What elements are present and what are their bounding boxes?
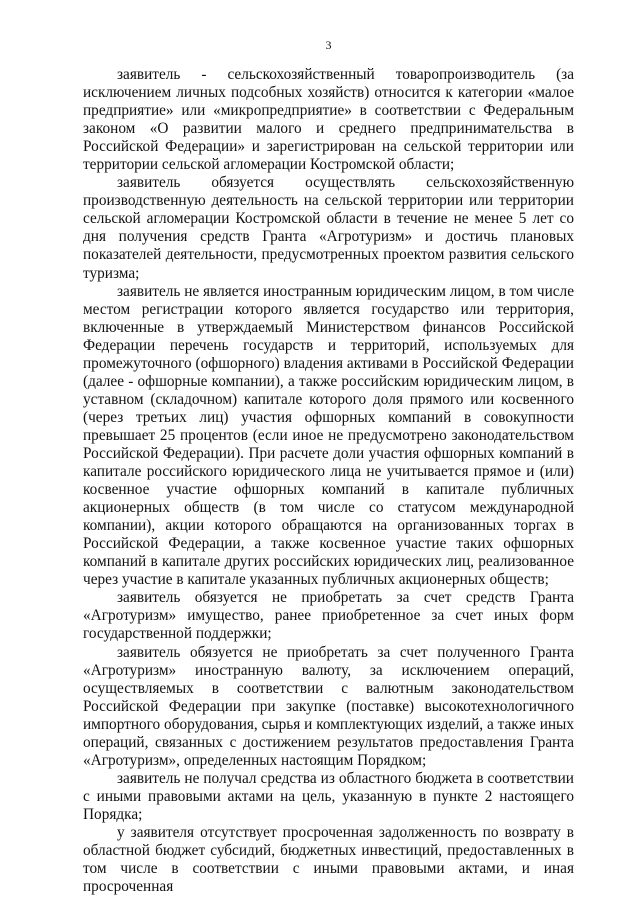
paragraph-category-requirement: заявитель - сельскохозяйственный товаропроизводитель (за исключением личных подсобных хозяйств) относится к категории «малое предприятие» или «микропредприятие» в соответствии с Федеральным законом «О развитии малого и среднего предпринимательства в Российской Федерации» и зарегистрирован на сельской территории или территории сельской агломерации Костромской области; [83,66,574,174]
paragraph-property-restriction: заявитель обязуется не приобретать за счет средств Гранта «Агротуризм» имущество, ранее приобретенное за счет иных форм государственной поддержки; [83,589,574,643]
paragraph-offshore-restriction: заявитель не является иностранным юридическим лицом, в том числе местом регистрации которого является государство или территория, включенные в утверждаемый Министерством финансов Российской Федерации перечень государств и территорий, используемых для промежуточного (офшорного) владения активами в Российской Федерации (далее - офшорные компании), а также российским юридическим лицом, в уставном (складочном) капитале которого доля прямого или косвенного (через третьих лиц) участия офшорных компаний в совокупности превышает 25 процентов (если иное не предусмотрено законодательством Российской Федерации). При расчете доли участия офшорных компаний в капитале российского юридического лица не учитывается прямое и (или) косвенное участие офшорных компаний в капитале публичных акционерных обществ (в том числе со статусом международной компании), акции которого обращаются на организованных торгах в Российской Федерации, а также косвенное участие таких офшорных компаний в капитале других российских юридических лиц, реализованное через участие в капитале указанных публичных акционерных обществ; [83,282,574,589]
paragraph-no-overdue-debt: у заявителя отсутствует просроченная задолженность по возврату в областной бюджет субсидий, бюджетных инвестиций, предоставленных в том числе в соответствии с иными правовыми актами, и иная просроченная [83,823,574,896]
paragraph-currency-restriction: заявитель обязуется не приобретать за счет полученного Гранта «Агротуризм» иностранную валюту, за исключением операций, осуществляемых в соответствии с валютным законодательством Российской Федерации при закупке (поставке) высокотехнологичного импортного оборудования, сырья и комплектующих изделий, а также иных операций, связанных с достижением результатов предоставления Гранта «Агротуризм», определенных настоящим Порядком; [83,643,574,769]
paragraph-activity-obligation: заявитель обязуется осуществлять сельскохозяйственную производственную деятельность на сельской территории или территории сельской агломерации Костромской области в течение не менее 5 лет со дня получения средств Гранта «Агротуризм» и достичь плановых показателей деятельности, предусмотренных проектом развития сельского туризма; [83,174,574,282]
page-number: 3 [325,38,332,52]
paragraph-no-prior-funding: заявитель не получал средства из областного бюджета в соответствии с иными правовыми актами на цель, указанную в пункте 2 настоящего Порядка; [83,769,574,823]
